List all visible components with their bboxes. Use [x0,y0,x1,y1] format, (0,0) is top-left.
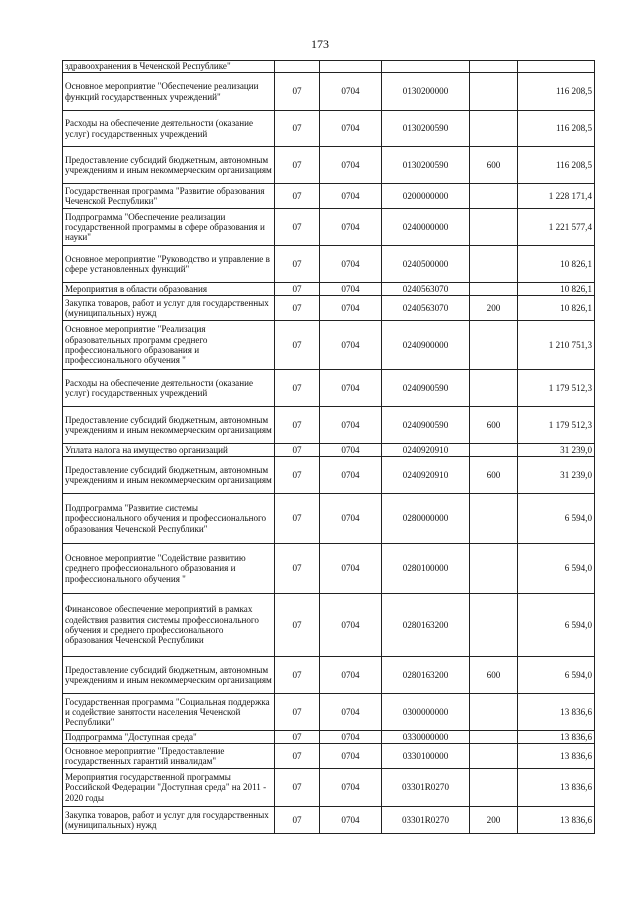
amount-cell: 6 594,0 [518,494,595,544]
subsection-code-cell: 0704 [320,407,382,444]
table-row [63,321,595,370]
subsection-code-cell: 0704 [320,209,382,246]
target-article-cell: 0130200590 [382,111,470,147]
row-name-cell: здравоохранения в Чеченской Республике" [63,61,275,73]
section-code-cell: 07 [275,594,320,657]
expense-type-cell [470,246,518,283]
section-code-cell: 07 [275,246,320,283]
expense-type-cell [470,494,518,544]
amount-cell: 31 239,0 [518,457,595,494]
expense-type-cell: 200 [470,296,518,321]
section-code-cell: 07 [275,457,320,494]
amount-cell: 116 208,5 [518,111,595,147]
section-code-cell: 07 [275,184,320,209]
amount-cell: 116 208,5 [518,147,595,184]
section-code-cell: 07 [275,370,320,407]
table-row [63,494,595,544]
section-code-cell: 07 [275,73,320,111]
amount-cell: 6 594,0 [518,544,595,594]
table-row [63,246,595,283]
amount-cell: 10 826,1 [518,283,595,296]
table-row [63,111,595,147]
target-article-cell: 0240900590 [382,370,470,407]
amount-cell: 1 179 512,3 [518,370,595,407]
table-row [63,147,595,184]
target-article-cell: 0200000000 [382,184,470,209]
subsection-code-cell [320,61,382,73]
expense-type-cell [470,283,518,296]
subsection-code-cell: 0704 [320,370,382,407]
subsection-code-cell: 0704 [320,807,382,834]
table-row [63,731,595,744]
section-code-cell: 07 [275,544,320,594]
target-article-cell: 0330000000 [382,731,470,744]
table-row [63,444,595,457]
expense-type-cell [470,544,518,594]
amount-cell: 13 836,6 [518,769,595,807]
section-code-cell: 07 [275,444,320,457]
subsection-code-cell: 0704 [320,744,382,769]
amount-cell: 10 826,1 [518,296,595,321]
budget-table-body [63,61,595,834]
amount-cell: 31 239,0 [518,444,595,457]
expense-type-cell [470,111,518,147]
expense-type-cell: 200 [470,807,518,834]
amount-cell: 1 210 751,3 [518,321,595,370]
row-name-cell: Государственная программа "Социальная поддержка и содействие занятости населения Чеченской Республики" [63,694,275,731]
target-article-cell: 0330100000 [382,744,470,769]
section-code-cell: 07 [275,283,320,296]
section-code-cell: 07 [275,111,320,147]
amount-cell: 1 228 171,4 [518,184,595,209]
target-article-cell [382,61,470,73]
row-name-cell: Основное мероприятие "Предоставление государственных гарантий инвалидам" [63,744,275,769]
table-row [63,370,595,407]
subsection-code-cell: 0704 [320,494,382,544]
table-row [63,769,595,807]
row-name-cell: Расходы на обеспечение деятельности (оказание услуг) государственных учреждений [63,111,275,147]
section-code-cell: 07 [275,769,320,807]
section-code-cell: 07 [275,694,320,731]
expense-type-cell: 600 [470,457,518,494]
section-code-cell: 07 [275,731,320,744]
row-name-cell: Уплата налога на имущество организаций [63,444,275,457]
section-code-cell: 07 [275,296,320,321]
subsection-code-cell: 0704 [320,457,382,494]
target-article-cell: 0240900590 [382,407,470,444]
amount-cell: 13 836,6 [518,694,595,731]
table-row [63,594,595,657]
expense-type-cell: 600 [470,147,518,184]
table-row [63,184,595,209]
row-name-cell: Подпрограмма "Обеспечение реализации государственной программы в сфере образования и науки" [63,209,275,246]
subsection-code-cell: 0704 [320,184,382,209]
section-code-cell: 07 [275,744,320,769]
table-row [63,457,595,494]
expense-type-cell [470,444,518,457]
row-name-cell: Основное мероприятие "Реализация образовательных программ среднего профессионального образования и профессионального обучения " [63,321,275,370]
section-code-cell: 07 [275,147,320,184]
row-name-cell: Подпрограмма "Доступная среда" [63,731,275,744]
amount-cell: 13 836,6 [518,744,595,769]
section-code-cell: 07 [275,321,320,370]
target-article-cell: 0130200000 [382,73,470,111]
page-number: 173 [311,37,329,51]
target-article-cell: 03301R0270 [382,769,470,807]
subsection-code-cell: 0704 [320,444,382,457]
target-article-cell: 0240920910 [382,457,470,494]
target-article-cell: 0240900000 [382,321,470,370]
table-row [63,407,595,444]
row-name-cell: Закупка товаров, работ и услуг для государственных (муниципальных) нужд [63,296,275,321]
amount-cell: 13 836,6 [518,807,595,834]
target-article-cell: 0240563070 [382,283,470,296]
table-row [63,544,595,594]
expense-type-cell: 600 [470,407,518,444]
subsection-code-cell: 0704 [320,657,382,694]
table-row [63,283,595,296]
target-article-cell: 0280000000 [382,494,470,544]
subsection-code-cell: 0704 [320,296,382,321]
table-row [63,61,595,73]
target-article-cell: 0240563070 [382,296,470,321]
section-code-cell: 07 [275,407,320,444]
table-row [63,209,595,246]
expense-type-cell [470,694,518,731]
target-article-cell: 0240500000 [382,246,470,283]
amount-cell: 1 179 512,3 [518,407,595,444]
row-name-cell: Мероприятия государственной программы Российской Федерации "Доступная среда" на 2011 - 2020 годы [63,769,275,807]
row-name-cell: Предоставление субсидий бюджетным, автономным учреждениям и иным некоммерческим организациям [63,407,275,444]
row-name-cell: Предоставление субсидий бюджетным, автономным учреждениям и иным некоммерческим организациям [63,147,275,184]
expense-type-cell: 600 [470,657,518,694]
target-article-cell: 0280163200 [382,657,470,694]
expense-type-cell [470,370,518,407]
subsection-code-cell: 0704 [320,283,382,296]
subsection-code-cell: 0704 [320,111,382,147]
target-article-cell: 0130200590 [382,147,470,184]
row-name-cell: Предоставление субсидий бюджетным, автономным учреждениям и иным некоммерческим организациям [63,457,275,494]
row-name-cell: Основное мероприятие "Руководство и управление в сфере установленных функций" [63,246,275,283]
amount-cell: 10 826,1 [518,246,595,283]
amount-cell: 6 594,0 [518,594,595,657]
amount-cell [518,61,595,73]
target-article-cell: 0280100000 [382,544,470,594]
amount-cell: 6 594,0 [518,657,595,694]
subsection-code-cell: 0704 [320,544,382,594]
row-name-cell: Закупка товаров, работ и услуг для государственных (муниципальных) нужд [63,807,275,834]
subsection-code-cell: 0704 [320,321,382,370]
expense-type-cell [470,769,518,807]
expense-type-cell [470,209,518,246]
expense-type-cell [470,61,518,73]
section-code-cell: 07 [275,807,320,834]
target-article-cell: 0280163200 [382,594,470,657]
target-article-cell: 03301R0270 [382,807,470,834]
subsection-code-cell: 0704 [320,147,382,184]
target-article-cell: 0240000000 [382,209,470,246]
budget-table [62,60,595,834]
expense-type-cell [470,321,518,370]
expense-type-cell [470,594,518,657]
target-article-cell: 0240920910 [382,444,470,457]
subsection-code-cell: 0704 [320,73,382,111]
section-code-cell: 07 [275,494,320,544]
amount-cell: 116 208,5 [518,73,595,111]
expense-type-cell [470,731,518,744]
row-name-cell: Финансовое обеспечение мероприятий в рамках содействия развития системы профессионального обучения и среднего профессионального образования Чеченской Республики [63,594,275,657]
subsection-code-cell: 0704 [320,731,382,744]
row-name-cell: Предоставление субсидий бюджетным, автономным учреждениям и иным некоммерческим организациям [63,657,275,694]
amount-cell: 1 221 577,4 [518,209,595,246]
row-name-cell: Основное мероприятие "Содействие развитию среднего профессионального образования и профессионального обучения " [63,544,275,594]
row-name-cell: Государственная программа "Развитие образования Чеченской Республики" [63,184,275,209]
row-name-cell: Основное мероприятие "Обеспечение реализации функций государственных учреждений" [63,73,275,111]
amount-cell: 13 836,6 [518,731,595,744]
subsection-code-cell: 0704 [320,246,382,283]
subsection-code-cell: 0704 [320,594,382,657]
table-row [63,694,595,731]
subsection-code-cell: 0704 [320,769,382,807]
row-name-cell: Мероприятия в области образования [63,283,275,296]
expense-type-cell [470,73,518,111]
row-name-cell: Расходы на обеспечение деятельности (оказание услуг) государственных учреждений [63,370,275,407]
table-row [63,657,595,694]
expense-type-cell [470,744,518,769]
expense-type-cell [470,184,518,209]
section-code-cell: 07 [275,657,320,694]
section-code-cell: 07 [275,209,320,246]
table-row [63,744,595,769]
subsection-code-cell: 0704 [320,694,382,731]
table-row [63,296,595,321]
table-row [63,807,595,834]
section-code-cell [275,61,320,73]
target-article-cell: 0300000000 [382,694,470,731]
table-row [63,73,595,111]
row-name-cell: Подпрограмма "Развитие системы профессионального обучения и профессионального образования Чеченской Республики" [63,494,275,544]
